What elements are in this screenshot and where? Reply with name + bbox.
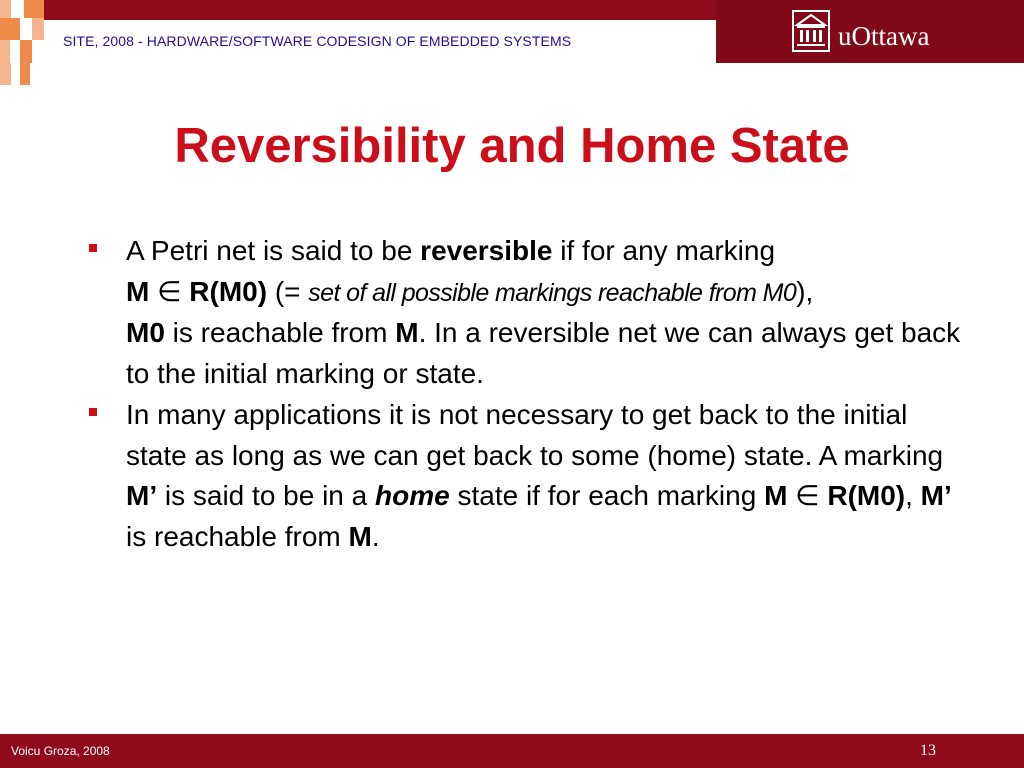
symbol-m: M (764, 480, 788, 511)
symbol-m: M (395, 317, 419, 348)
text-segment: is said to be in a (157, 480, 376, 511)
footer-bar (0, 734, 1024, 768)
text-segment: , (905, 480, 921, 511)
symbol-m: M (126, 275, 150, 307)
text-segment: . In a reversible net we can always get back to the initial marking or state. (126, 317, 961, 389)
text-segment: is reachable from (126, 520, 349, 552)
text-segment: (= (267, 275, 309, 307)
course-title: SITE, 2008 - HARDWARE/SOFTWARE CODESIGN OF EMBEDDED SYSTEMS (63, 33, 572, 49)
definition-note: set of all possible markings reachable from M0 (308, 278, 797, 307)
term-reversible: reversible (420, 235, 553, 266)
text-segment: is reachable from (164, 317, 396, 348)
symbol-m-prime: M’ (126, 480, 158, 511)
bullet-square-icon (89, 408, 97, 416)
symbol-m0: M0 (126, 317, 165, 348)
symbol-m-prime: M’ (920, 480, 952, 511)
symbol-rm0: R(M0) (189, 275, 268, 307)
university-logo-text: uOttawa (838, 21, 930, 51)
bullet-home-state (87, 395, 967, 557)
university-building-icon (792, 10, 830, 57)
term-home: home (375, 480, 450, 511)
slide-title: Reversibility and Home State (174, 119, 850, 173)
bullet-reversible (87, 231, 967, 394)
footer-author: Voicu Groza, 2008 (11, 744, 110, 758)
text-segment: if for any marking (552, 235, 776, 266)
text-segment: state if for each marking (449, 480, 765, 511)
symbol-m: M (348, 520, 372, 552)
bullet-square-icon (89, 244, 97, 252)
text-segment: ), (796, 275, 814, 307)
symbol-rm0: R(M0) (827, 480, 906, 511)
element-of-symbol: ∈ (149, 275, 190, 307)
page-number: 13 (920, 742, 936, 759)
text-segment: In many applications it is not necessary to get back to the initial state as long as we can get back to some (home) state. A marking (126, 399, 944, 471)
element-of-symbol: ∈ (787, 480, 828, 511)
text-segment: A Petri net is said to be (126, 235, 421, 266)
bullet-list (87, 231, 967, 558)
text-segment: . (371, 520, 380, 552)
